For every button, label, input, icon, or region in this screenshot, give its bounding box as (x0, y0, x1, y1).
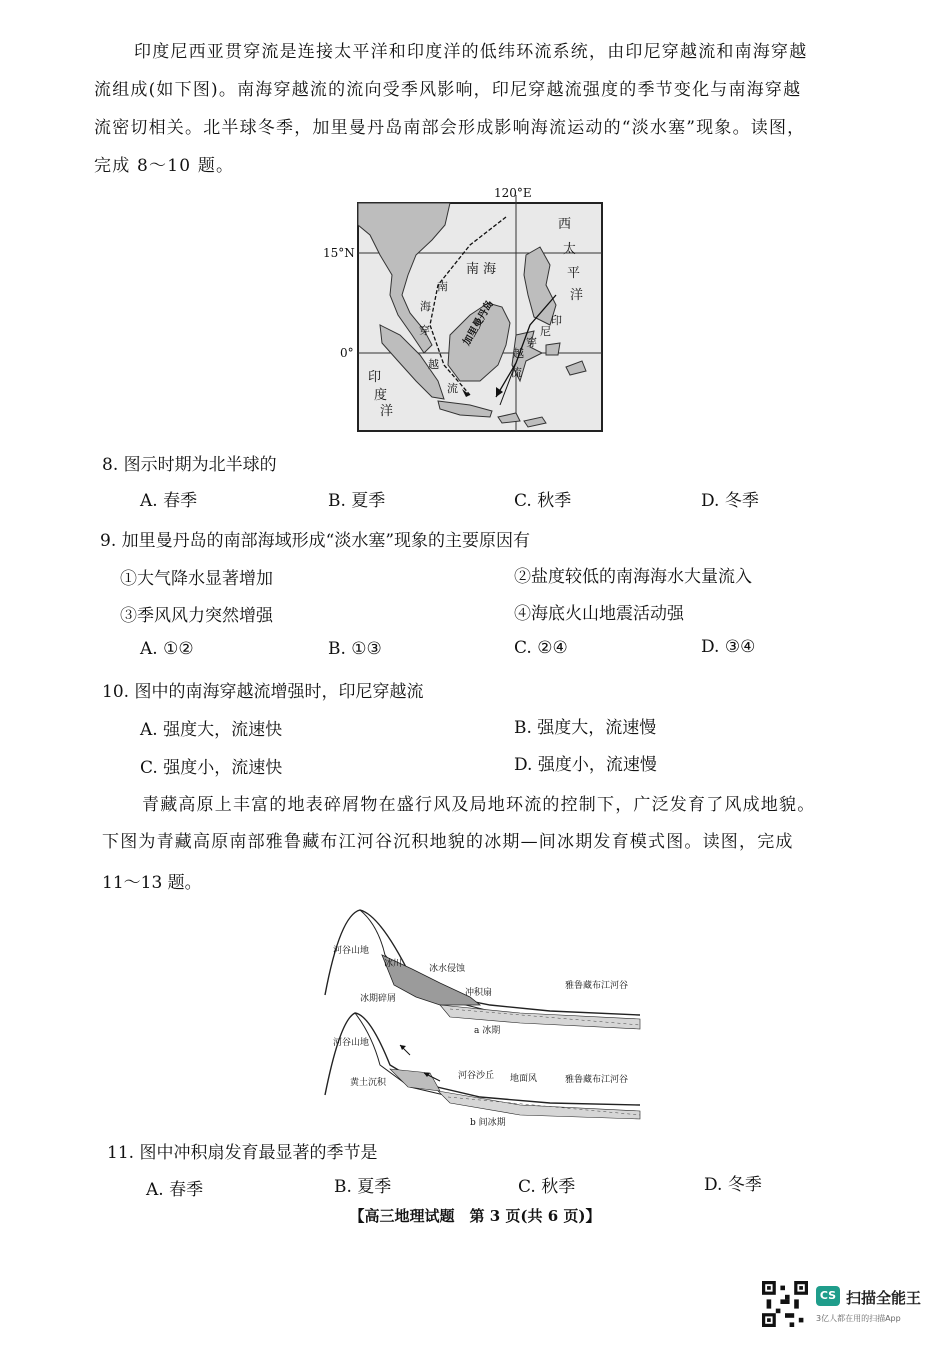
q8-stem: 8. 图示时期为北半球的 (102, 455, 277, 475)
q8-option-c[interactable]: C. 秋季 (514, 491, 572, 511)
intro1-line-3: 流密切相关。北半球冬季，加里曼丹岛南部会形成影响海流运动的“淡水塞”现象。读图， (94, 118, 806, 138)
q11-option-a[interactable]: A. 春季 (146, 1180, 204, 1200)
q9-option-c[interactable]: C. ②④ (514, 638, 568, 658)
map-indian-ocean-2: 度 (374, 388, 388, 403)
q10-stem: 10. 图中的南海穿越流增强时，印尼穿越流 (102, 682, 424, 702)
q9-item-4: ④海底火山地震活动强 (514, 604, 684, 624)
intro2-line-2: 下图为青藏高原南部雅鲁藏布江河谷沉积地貌的冰期—间冰期发育模式图。读图，完成 (102, 832, 794, 852)
map-west-pacific-4: 洋 (570, 288, 584, 303)
map-scs-flow-2: 海 (420, 300, 431, 313)
diagram-a-meltwater: 冰水侵蚀 (429, 964, 466, 974)
diagram-b-wind: 地面风 (510, 1074, 538, 1084)
q10-option-d[interactable]: D. 强度小，流速慢 (514, 755, 657, 775)
map-lat0-label: 0° (340, 346, 354, 360)
diagram-b-river: 雅鲁藏布江河谷 (565, 1075, 629, 1085)
intro2-line-1: 青藏高原上丰富的地表碎屑物在盛行风及局地环流的控制下，广泛发育了风成地貌。 (142, 795, 816, 815)
brand-tagline: 3亿人都在用的扫描App (816, 1314, 901, 1323)
map-scs-flow-5: 流 (447, 382, 458, 395)
map-itf-1: 印 (551, 314, 562, 327)
glacial-diagram (320, 905, 650, 1135)
map-lat15-label: 15°N (323, 246, 355, 260)
map-south-china-sea: 南 海 (466, 262, 497, 277)
map-itf-4: 越 (513, 347, 524, 360)
qr-code-icon (762, 1281, 808, 1327)
q10-option-a[interactable]: A. 强度大，流速快 (140, 720, 283, 740)
map-indian-ocean-1: 印 (368, 370, 382, 385)
page-footer: 【高三地理试题 第 3 页(共 6 页)】 (349, 1207, 601, 1225)
map-itf-5: 流 (511, 366, 522, 379)
intro2-line-3: 11～13 题。 (102, 873, 202, 893)
map-scs-flow-1: 南 (437, 280, 448, 293)
brand-name: 扫描全能王 (846, 1289, 922, 1307)
map-scs-flow-4: 越 (428, 358, 439, 371)
diagram-a-caption: a 冰期 (474, 1026, 501, 1036)
q11-stem: 11. 图中冲积扇发育最显著的季节是 (107, 1143, 378, 1163)
intro1-line-4: 完成 8～10 题。 (94, 156, 235, 176)
q11-option-c[interactable]: C. 秋季 (518, 1177, 576, 1197)
map-itf-2: 尼 (540, 325, 551, 338)
map-west-pacific-1: 西 (558, 217, 572, 232)
q9-item-3: ③季风风力突然增强 (120, 606, 273, 626)
intro1-line-1: 印度尼西亚贯穿流是连接太平洋和印度洋的低纬环流系统，由印尼穿越流和南海穿越 (134, 42, 808, 62)
q9-option-a[interactable]: A. ①② (140, 639, 194, 659)
q9-item-2: ②盐度较低的南海海水大量流入 (514, 567, 752, 587)
map-indian-ocean-3: 洋 (380, 404, 394, 419)
map-west-pacific-3: 平 (567, 266, 581, 281)
diagram-b-caption: b 间冰期 (470, 1118, 506, 1128)
q8-option-b[interactable]: B. 夏季 (328, 491, 386, 511)
diagram-a-glacier: 冰川 (384, 959, 403, 969)
diagram-a-fan: 冲积扇 (465, 988, 493, 998)
map-kalimantan-label: 加里曼丹岛 (461, 298, 496, 348)
map-lon-label: 120°E (494, 186, 532, 200)
q10-option-b[interactable]: B. 强度大，流速慢 (514, 718, 657, 738)
q9-item-1: ①大气降水显著增加 (120, 569, 273, 589)
q8-option-d[interactable]: D. 冬季 (701, 491, 759, 511)
map-scs-flow-3: 穿 (419, 324, 430, 337)
q11-option-d[interactable]: D. 冬季 (704, 1175, 762, 1195)
diagram-a-mountain: 河谷山地 (333, 946, 370, 956)
q9-option-d[interactable]: D. ③④ (701, 637, 756, 657)
diagram-b-loess: 黄土沉积 (350, 1078, 387, 1088)
diagram-a-river: 雅鲁藏布江河谷 (565, 981, 629, 991)
q11-option-b[interactable]: B. 夏季 (334, 1177, 392, 1197)
cs-logo-icon: CS (816, 1286, 840, 1306)
diagram-b-mountain: 河谷山地 (333, 1038, 370, 1048)
diagram-a-debris: 冰期碎屑 (360, 994, 397, 1004)
map-west-pacific-2: 太 (563, 242, 577, 257)
map-itf-3: 穿 (526, 336, 537, 349)
diagram-b-dune: 河谷沙丘 (458, 1071, 495, 1081)
q10-option-c[interactable]: C. 强度小，流速快 (140, 758, 283, 778)
q9-option-b[interactable]: B. ①③ (328, 639, 382, 659)
q9-stem: 9. 加里曼丹岛的南部海域形成“淡水塞”现象的主要原因有 (100, 531, 531, 551)
q8-option-a[interactable]: A. 春季 (140, 491, 198, 511)
intro1-line-2: 流组成(如下图)。南海穿越流的流向受季风影响，印尼穿越流强度的季节变化与南海穿越 (94, 80, 802, 100)
